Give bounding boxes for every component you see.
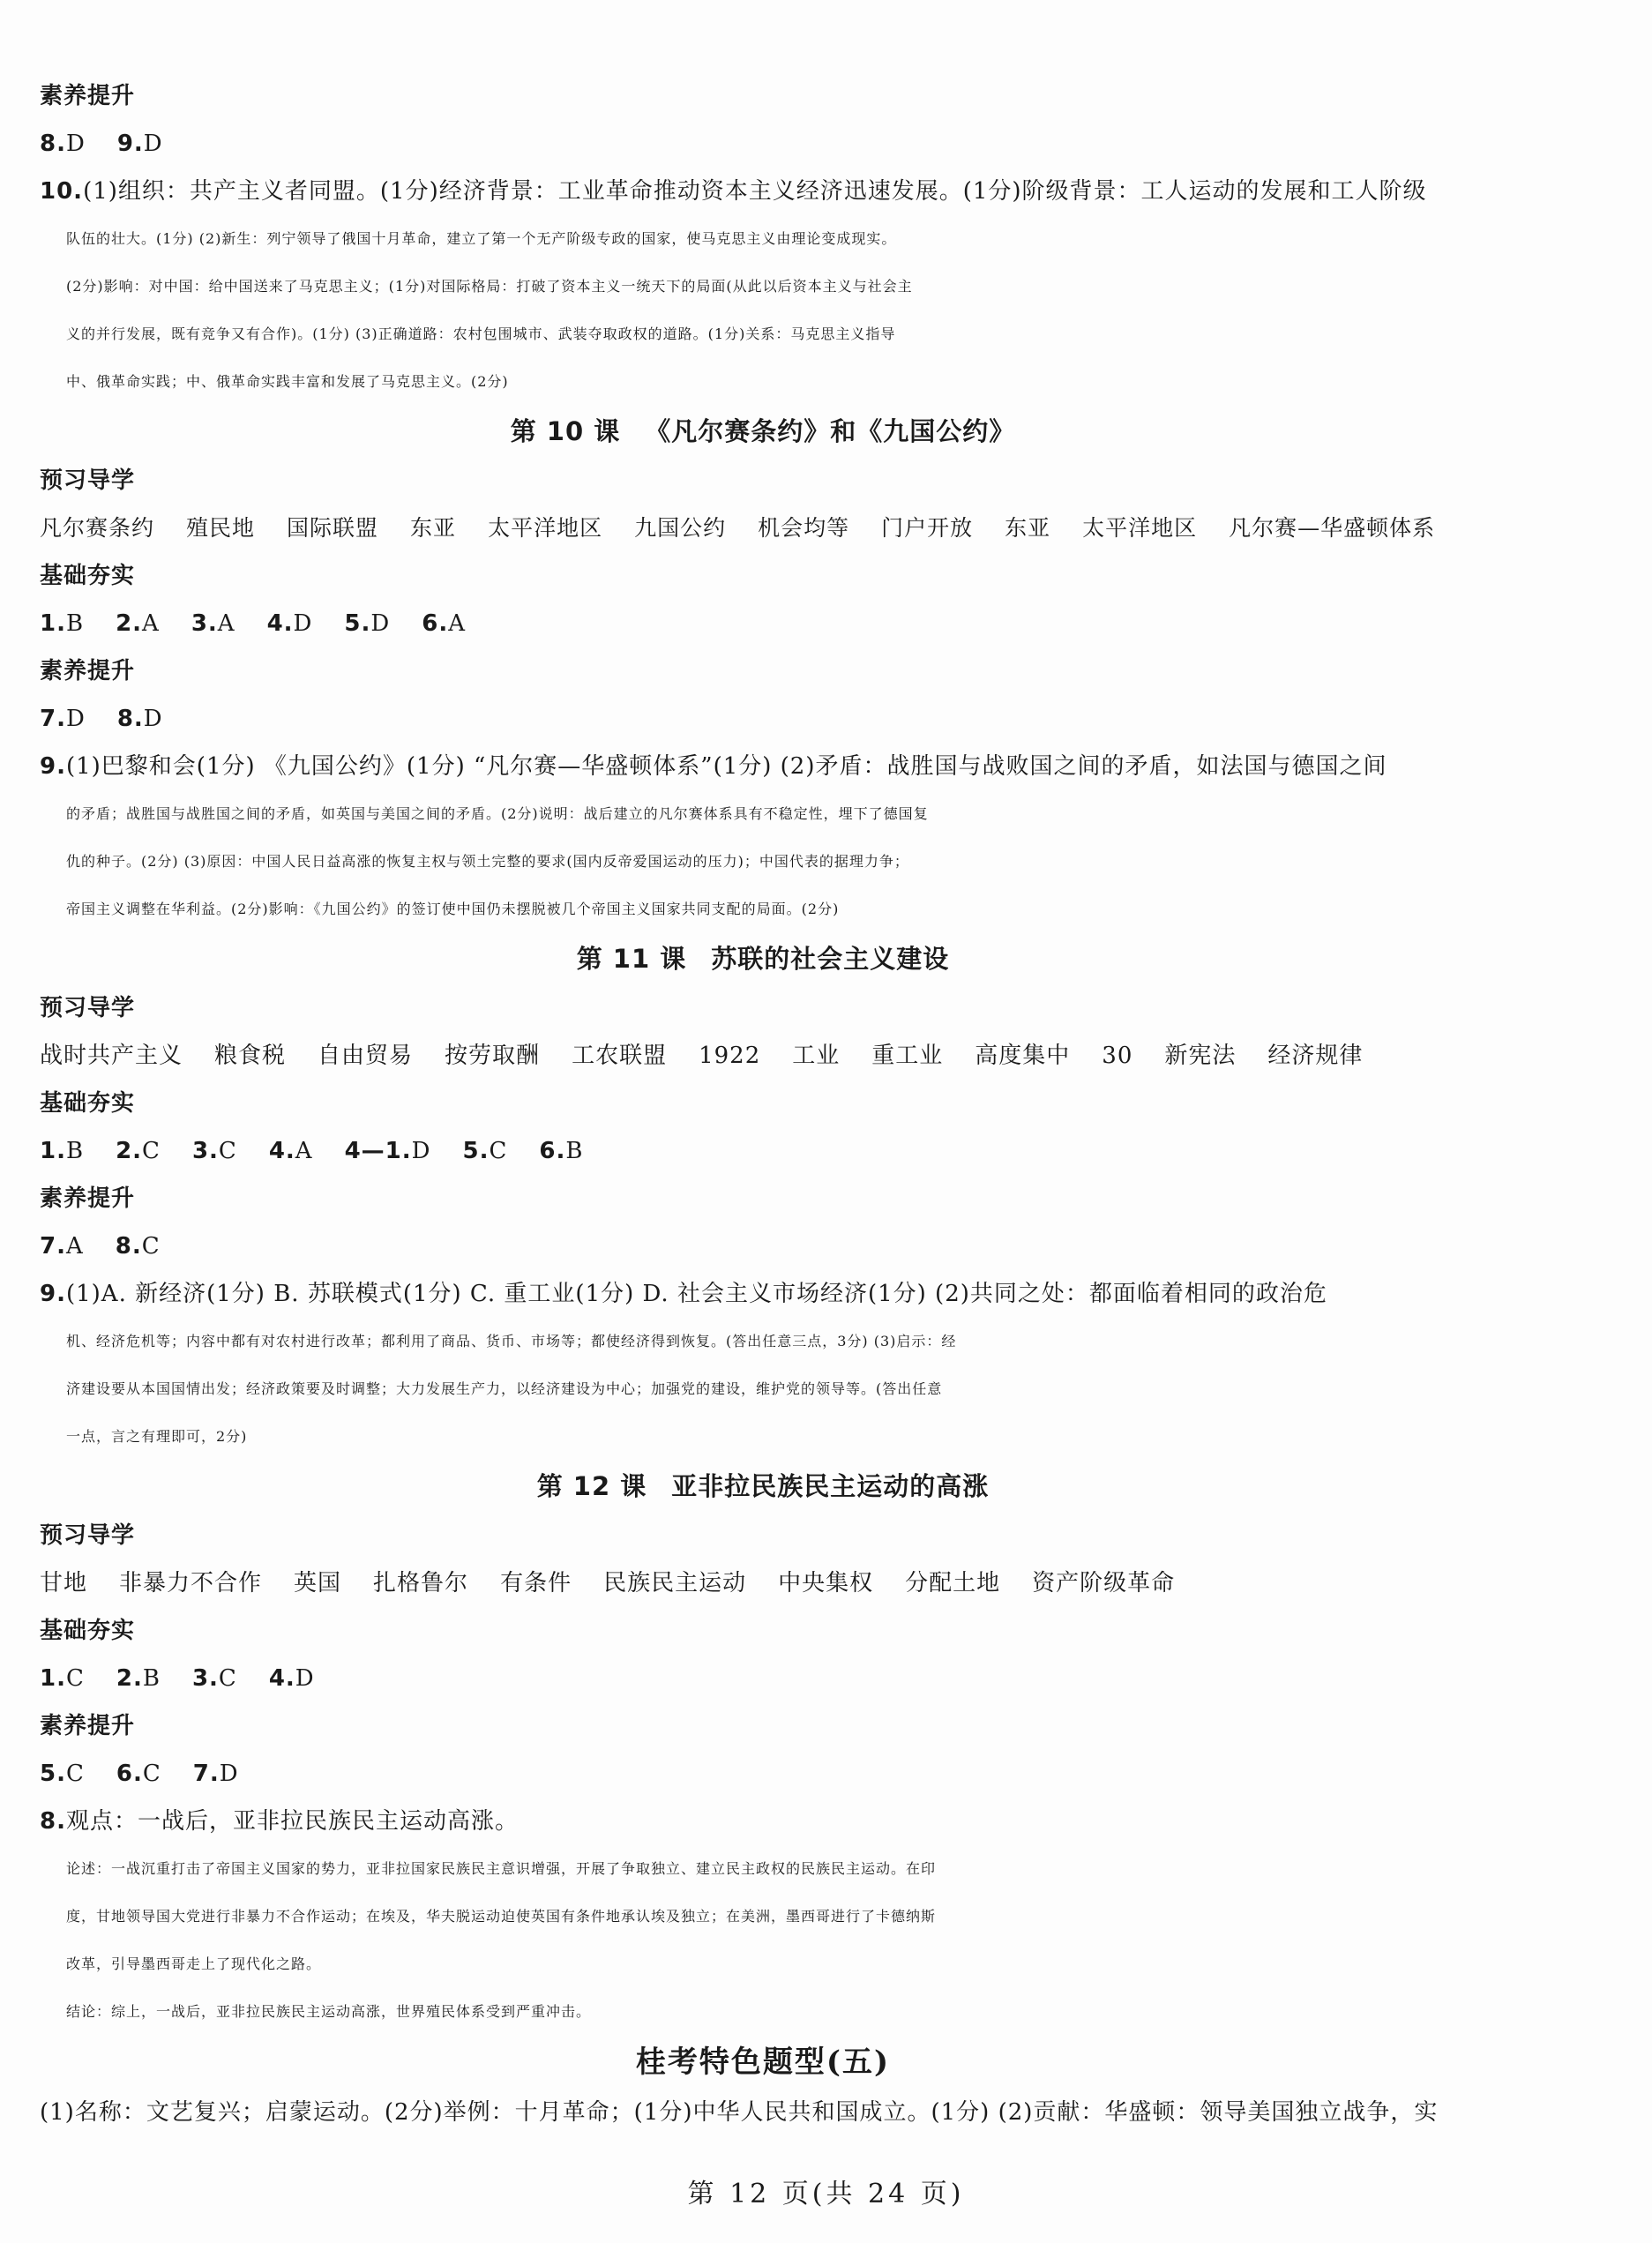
answer-row (40, 120, 1486, 168)
page-footer: 第 12 页(共 24 页) (687, 2179, 965, 2209)
section-label-basic: 基础夯实 (40, 563, 136, 589)
answer-item: 1.B (40, 610, 85, 637)
question-line: 义的并行发展，既有竞争又有合作)。(1分) (3)正确道路：农村包围城市、武装夺取政权的道路。(1分)关系：马克思主义指导 (66, 325, 896, 342)
section-label-preview: 预习导学 (40, 995, 136, 1021)
term: 新宪法 (1164, 1043, 1237, 1069)
lesson-title: 第 11 课 苏联的社会主义建设 (576, 944, 950, 974)
answer-item: 4.D (266, 610, 313, 637)
section-label-preview: 预习导学 (40, 467, 136, 494)
term: 战时共产主义 (40, 1043, 183, 1069)
answer-item: 2.C (116, 1138, 161, 1164)
term: 自由贸易 (318, 1043, 414, 1069)
answer-row (40, 1750, 1486, 1798)
term: 扎格鲁尔 (373, 1570, 469, 1596)
question-line: 队伍的壮大。(1分) (2)新生：列宁领导了俄国十月革命，建立了第一个无产阶级专政的国家，使马克思主义由理论变成现实。 (66, 230, 897, 247)
answer-item: 2.A (116, 610, 160, 637)
answer-item: 3.C (191, 1138, 237, 1164)
answer-item: 9.D (116, 131, 163, 157)
answer-item: 4—1.D (344, 1138, 431, 1164)
question-line: 度，甘地领导国大党进行非暴力不合作运动；在埃及，华夫脱运动迫使英国有条件地承认埃及独立；在美洲，墨西哥进行了卡德纳斯 (66, 1908, 937, 1925)
answer-item: 8.D (40, 131, 86, 157)
term: 非暴力不合作 (119, 1570, 263, 1596)
term-list (40, 1032, 1486, 1080)
term: 重工业 (871, 1043, 944, 1069)
question-line: 济建设要从本国国情出发；经济政策要及时调整；大力发展生产力，以经济建设为中心；加强党的建设，维护党的领导等。(答出任意 (66, 1380, 943, 1397)
question-line: 8.观点：一战后，亚非拉民族民主运动高涨。 (40, 1808, 519, 1835)
lesson-title: 第 10 课 《凡尔赛条约》和《九国公约》 (510, 416, 1016, 446)
answer-item: 8.C (115, 1233, 161, 1260)
section-label-basic: 基础夯实 (40, 1618, 136, 1644)
section-label-improve: 素养提升 (40, 1713, 136, 1739)
term: 太平洋地区 (488, 515, 603, 541)
term: 分配土地 (905, 1570, 1001, 1596)
answer-item: 6.B (539, 1138, 584, 1164)
answer-row (40, 1222, 1486, 1270)
term: 机会均等 (758, 515, 850, 541)
term: 门户开放 (881, 515, 974, 541)
answer-row (40, 600, 1486, 647)
term: 凡尔赛条约 (40, 515, 155, 541)
term: 东亚 (410, 515, 457, 541)
question-line: 仇的种子。(2分) (3)原因：中国人民日益高涨的恢复主权与领土完整的要求(国内反帝爱国运动的压力)；中国代表的据理力争； (66, 853, 909, 870)
answer-item: 5.C (40, 1761, 85, 1787)
question-line: 一点，言之有理即可，2分) (66, 1428, 248, 1445)
answer-item: 4.A (268, 1138, 313, 1164)
section-label-improve: 素养提升 (40, 83, 136, 109)
question-line: 改革，引导墨西哥走上了现代化之路。 (66, 1955, 322, 1972)
term: 工农联盟 (572, 1043, 668, 1069)
term: 中央集权 (778, 1570, 874, 1596)
term: 民族民主运动 (603, 1570, 747, 1596)
question-line: 10.(1)组织：共产主义者同盟。(1分)经济背景：工业革命推动资本主义经济迅速发展。(1分)阶级背景：工人运动的发展和工人阶级 (40, 178, 1427, 205)
question-line: (2分)影响：对中国：给中国送来了马克思主义；(1分)对国际格局：打破了资本主义一统天下的局面(从此以后资本主义与社会主 (66, 278, 913, 295)
answer-item: 1.B (40, 1138, 85, 1164)
question-line: 机、经济危机等；内容中都有对农村进行改革；都利用了商品、货币、市场等；都使经济得到恢复。(答出任意三点，3分) (3)启示：经 (66, 1333, 957, 1350)
answer-row (40, 1127, 1486, 1175)
term: 高度集中 (975, 1043, 1071, 1069)
term: 太平洋地区 (1082, 515, 1198, 541)
question-line: 中、俄革命实践；中、俄革命实践丰富和发展了马克思主义。(2分) (66, 373, 509, 390)
answer-item: 4.D (268, 1665, 315, 1692)
term: 粮食税 (214, 1043, 287, 1069)
answer-item: 3.C (191, 1665, 237, 1692)
section-label-preview: 预习导学 (40, 1522, 136, 1549)
term: 东亚 (1005, 515, 1051, 541)
term: 工业 (792, 1043, 841, 1069)
answer-row (40, 1655, 1486, 1702)
question-line: 9.(1)A. 新经济(1分) B. 苏联模式(1分) C. 重工业(1分) D. 社会主义市场经济(1分) (2)共同之处：都面临着相同的政治危 (40, 1281, 1327, 1307)
question-line: (1)名称：文艺复兴；启蒙运动。(2分)举例：十月革命；(1分)中华人民共和国成立。(1分) (2)贡献：华盛顿：领导美国独立战争，实 (40, 2099, 1439, 2126)
term: 甘地 (40, 1570, 88, 1596)
answer-item: 2.B (116, 1665, 161, 1692)
term: 英国 (294, 1570, 342, 1596)
answer-row (40, 695, 1486, 743)
term: 资产阶级革命 (1032, 1570, 1176, 1596)
term: 按劳取酬 (445, 1043, 541, 1069)
question-line: 的矛盾；战胜国与战胜国之间的矛盾，如英国与美国之间的矛盾。(2分)说明：战后建立的凡尔赛体系具有不稳定性，埋下了德国复 (66, 805, 929, 822)
answer-item: 1.C (40, 1665, 85, 1692)
answer-item: 6.A (422, 610, 466, 637)
answer-item: 7.A (40, 1233, 84, 1260)
answer-item: 7.D (40, 706, 86, 732)
answer-item: 6.C (116, 1761, 161, 1787)
answer-item: 7.D (192, 1761, 239, 1787)
term-list (40, 505, 1486, 552)
term: 九国公约 (634, 515, 727, 541)
answer-item: 5.C (462, 1138, 508, 1164)
question-line: 帝国主义调整在华利益。(2分)影响：《九国公约》的签订使中国仍未摆脱被几个帝国主义国家共同支配的局面。(2分) (66, 901, 840, 917)
section-label-basic: 基础夯实 (40, 1090, 136, 1117)
term: 殖民地 (186, 515, 256, 541)
special-section-title: 桂考特色题型(五) (635, 2045, 891, 2080)
term: 凡尔赛—华盛顿体系 (1229, 515, 1436, 541)
question-line: 9.(1)巴黎和会(1分) 《九国公约》(1分) “凡尔赛—华盛顿体系”(1分) (2)矛盾：战胜国与战败国之间的矛盾，如法国与德国之间 (40, 753, 1387, 780)
term: 1922 (699, 1043, 761, 1069)
lesson-title: 第 12 课 亚非拉民族民主运动的高涨 (536, 1471, 990, 1501)
question-line: 论述：一战沉重打击了帝国主义国家的势力，亚非拉国家民族民主意识增强，开展了争取独立、建立民主政权的民族民主运动。在印 (66, 1860, 937, 1877)
answer-item: 5.D (344, 610, 391, 637)
section-label-improve: 素养提升 (40, 1185, 136, 1212)
question-line: 结论：综上，一战后，亚非拉民族民主运动高涨，世界殖民体系受到严重冲击。 (66, 2003, 592, 2020)
term: 经济规律 (1267, 1043, 1364, 1069)
term: 有条件 (500, 1570, 572, 1596)
answer-item: 8.D (116, 706, 163, 732)
term: 30 (1102, 1043, 1133, 1069)
term: 国际联盟 (287, 515, 379, 541)
answer-content (40, 72, 1486, 2136)
answer-item: 3.A (191, 610, 235, 637)
term-list (40, 1559, 1486, 1607)
section-label-improve: 素养提升 (40, 658, 136, 684)
